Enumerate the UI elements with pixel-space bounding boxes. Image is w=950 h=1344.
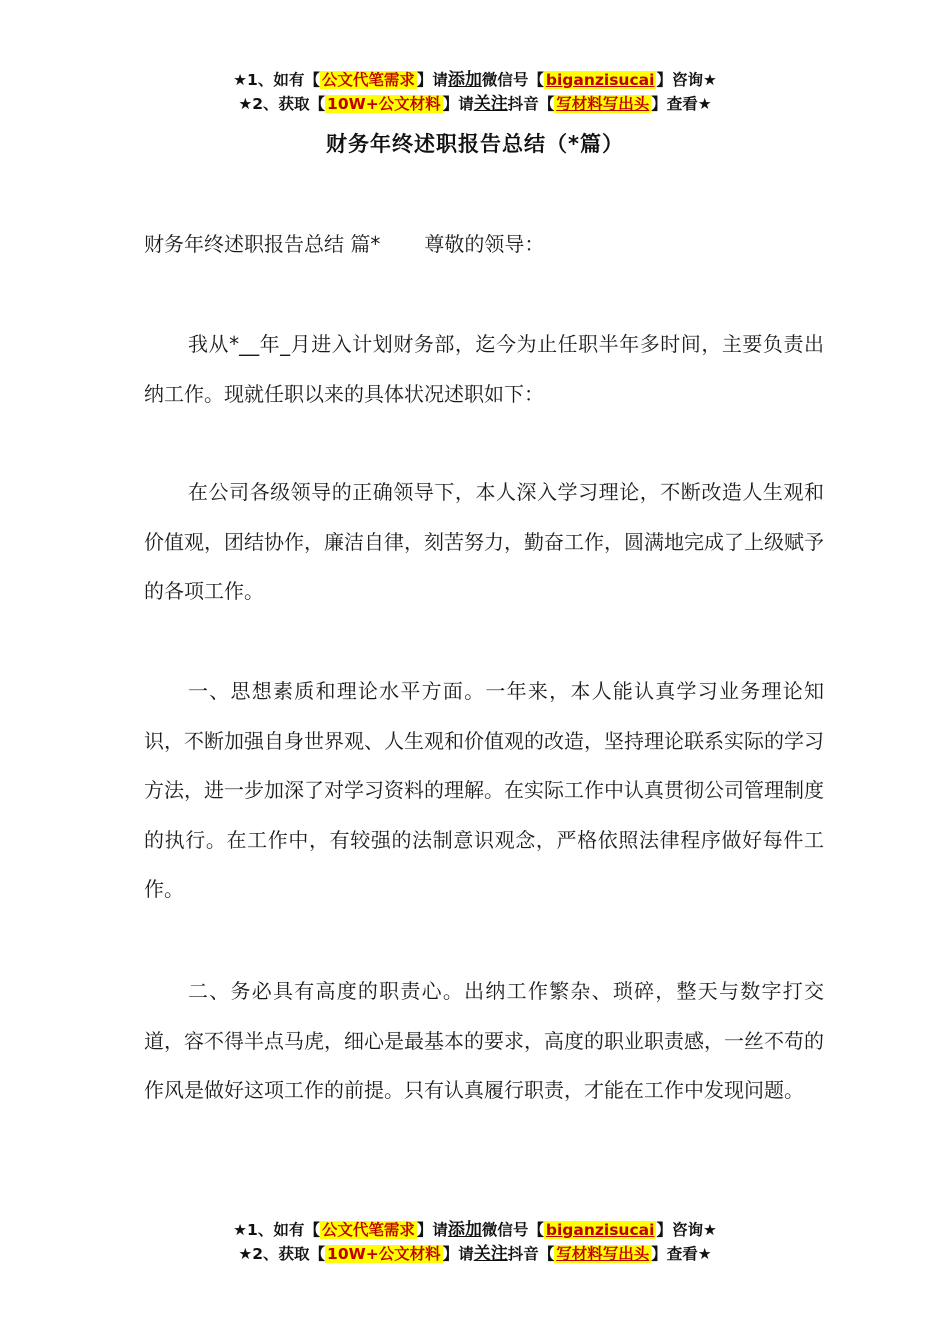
banner-text: 抖音【 bbox=[507, 1245, 555, 1263]
banner-emphasis: 关注 bbox=[473, 94, 508, 114]
opening-heading: 财务年终述职报告总结 篇* bbox=[144, 232, 381, 256]
banner-text: ★2、获取【 bbox=[238, 95, 326, 113]
top-banner bbox=[0, 68, 950, 116]
highlight-materials: 10W+公文材料 bbox=[327, 95, 441, 113]
banner-line-2 bbox=[0, 92, 950, 116]
bottom-banner bbox=[0, 1218, 950, 1266]
banner-text: 微信号【 bbox=[481, 71, 544, 89]
paragraph: 在公司各级领导的正确领导下，本人深入学习理论，不断改造人生观和价值观，团结协作，廉洁自律，刻苦努力，勤奋工作，圆满地完成了上级赋予的各项工作。 bbox=[144, 480, 824, 603]
banner-emphasis: 添加 bbox=[447, 1220, 482, 1240]
highlight-wechat-id: biganzisucai bbox=[545, 1221, 655, 1239]
banner-text: 】请 bbox=[416, 1221, 448, 1239]
highlight-wechat-id: biganzisucai bbox=[545, 71, 655, 89]
banner-text: 】咨询★ bbox=[656, 71, 717, 89]
paragraph: 二、务必具有高度的职责心。出纳工作繁杂、琐碎，整天与数字打交道，容不得半点马虎，细心是最基本的要求，高度的职业职责感，一丝不苟的作风是做好这项工作的前提。只有认真履行职责，才能在工作中发现问题。 bbox=[144, 979, 824, 1102]
highlight-service: 公文代笔需求 bbox=[321, 1221, 415, 1239]
banner-text: 】咨询★ bbox=[656, 1221, 717, 1239]
salutation: 尊敬的领导： bbox=[424, 232, 545, 256]
paragraph: 我从*__年_月进入计划财务部，迄今为止任职半年多时间，主要负责出纳工作。现就任职以来的具体状况述职如下： bbox=[144, 332, 824, 406]
banner-text: 】请 bbox=[416, 71, 448, 89]
highlight-douyin-account: 写材料写出头 bbox=[556, 95, 650, 113]
banner-text: 微信号【 bbox=[481, 1221, 544, 1239]
highlight-service: 公文代笔需求 bbox=[321, 71, 415, 89]
opening-line bbox=[144, 220, 824, 270]
banner-text: 抖音【 bbox=[507, 95, 555, 113]
banner-text: ★1、如有【 bbox=[233, 71, 320, 89]
banner-text: 】请 bbox=[442, 95, 474, 113]
highlight-douyin-account: 写材料写出头 bbox=[556, 1245, 650, 1263]
banner-line-1 bbox=[0, 68, 950, 92]
banner-emphasis: 添加 bbox=[447, 70, 482, 90]
banner-emphasis: 关注 bbox=[473, 1244, 508, 1264]
banner-text: ★1、如有【 bbox=[233, 1221, 320, 1239]
banner-text: 】查看★ bbox=[651, 95, 712, 113]
banner-line-2 bbox=[0, 1242, 950, 1266]
paragraph: 一、思想素质和理论水平方面。一年来，本人能认真学习业务理论知识，不断加强自身世界观、人生观和价值观的改造，坚持理论联系实际的学习方法，进一步加深了对学习资料的理解。在实际工作中认真贯彻公司管理制度的执行。在工作中，有较强的法制意识观念，严格依照法律程序做好每件工作。 bbox=[144, 679, 824, 901]
banner-text: ★2、获取【 bbox=[238, 1245, 326, 1263]
banner-text: 】请 bbox=[442, 1245, 474, 1263]
highlight-materials: 10W+公文材料 bbox=[327, 1245, 441, 1263]
document-title: 财务年终述职报告总结（*篇） bbox=[326, 132, 624, 156]
banner-text: 】查看★ bbox=[651, 1245, 712, 1263]
banner-line-1 bbox=[0, 1218, 950, 1242]
